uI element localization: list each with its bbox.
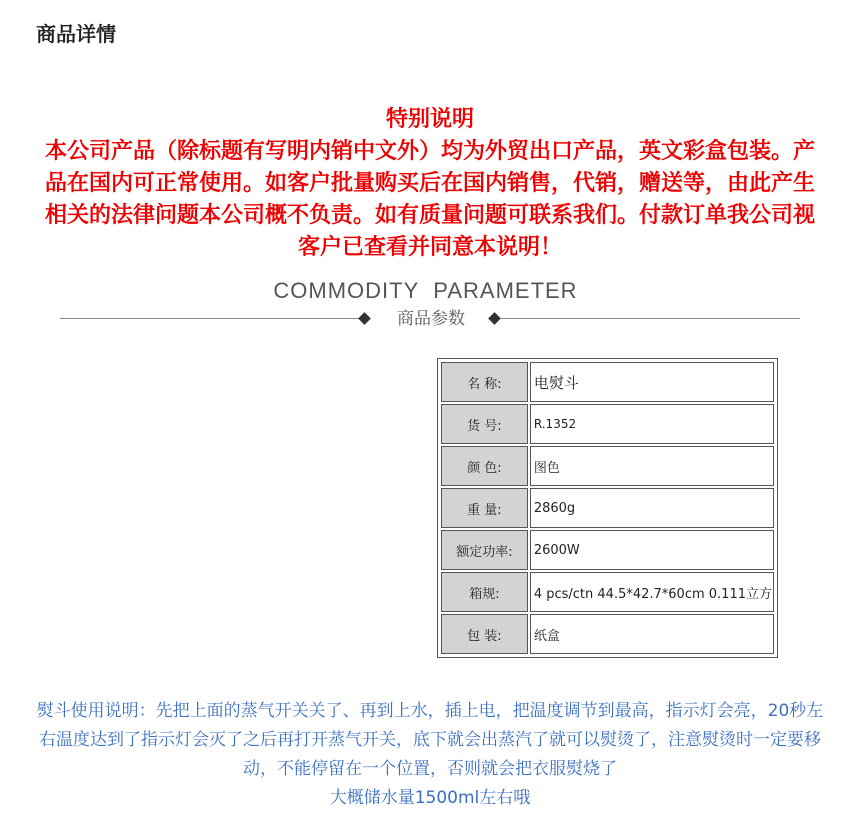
diamond-icon — [488, 312, 501, 325]
param-value-weight: 2860g — [530, 488, 774, 528]
table-row — [441, 530, 774, 570]
usage-text: 熨斗使用说明：先把上面的蒸气开关关了、再到上水，插上电，把温度调节到最高，指示灯会亮，20秒左右温度达到了指示灯会灭了之后再打开蒸气开关，底下就会出蒸汽了就可以熨烫了，注意熨烫时一定要移动，不能停留在一个位置，否则就会把衣服熨烧了 — [36, 701, 824, 779]
usage-instructions — [34, 697, 826, 813]
parameter-heading-word2: PARAMETER — [433, 278, 578, 303]
param-value-name: 电熨斗 — [530, 362, 774, 402]
param-label-weight: 重 量: — [441, 488, 528, 528]
notice-title: 特别说明 — [385, 107, 474, 132]
parameter-divider — [60, 306, 800, 332]
table-row — [441, 362, 774, 402]
table-row — [441, 614, 774, 654]
parameter-heading-word1: COMMODITY — [273, 278, 420, 303]
param-label-carton: 箱规: — [441, 572, 528, 612]
param-label-color: 颜 色: — [441, 446, 528, 486]
page-title: 商品详情 — [36, 22, 116, 46]
param-label-packaging: 包 装: — [441, 614, 528, 654]
usage-capacity: 大概储水量1500ml左右哦 — [329, 788, 531, 808]
diamond-icon — [358, 312, 371, 325]
param-value-carton: 4 pcs/ctn 44.5*42.7*60cm 0.111立方 — [530, 572, 774, 612]
notice-body: 本公司产品（除标题有写明内销中文外）均为外贸出口产品，英文彩盒包装。产品在国内可正常使用。如客户批量购买后在国内销售，代销，赠送等，由此产生相关的法律问题本公司概不负责。如有质量问题可联系我们。付款订单我公司视客户已查看并同意本说明！ — [44, 139, 815, 260]
table-row — [441, 446, 774, 486]
special-notice — [30, 104, 830, 264]
table-row — [441, 572, 774, 612]
param-value-sku: R.1352 — [530, 404, 774, 444]
param-label-power: 额定功率: — [441, 530, 528, 570]
parameter-subheading: 商品参数 — [397, 309, 465, 329]
parameter-heading — [0, 278, 851, 304]
param-value-power: 2600W — [530, 530, 774, 570]
divider-line-right — [500, 318, 800, 319]
param-label-name: 名 称: — [441, 362, 528, 402]
divider-line-left — [60, 318, 360, 319]
table-row — [441, 404, 774, 444]
table-row — [441, 488, 774, 528]
param-value-color: 图色 — [530, 446, 774, 486]
param-label-sku: 货 号: — [441, 404, 528, 444]
parameter-table — [439, 360, 776, 656]
parameter-table-frame — [437, 358, 778, 658]
param-value-packaging: 纸盒 — [530, 614, 774, 654]
